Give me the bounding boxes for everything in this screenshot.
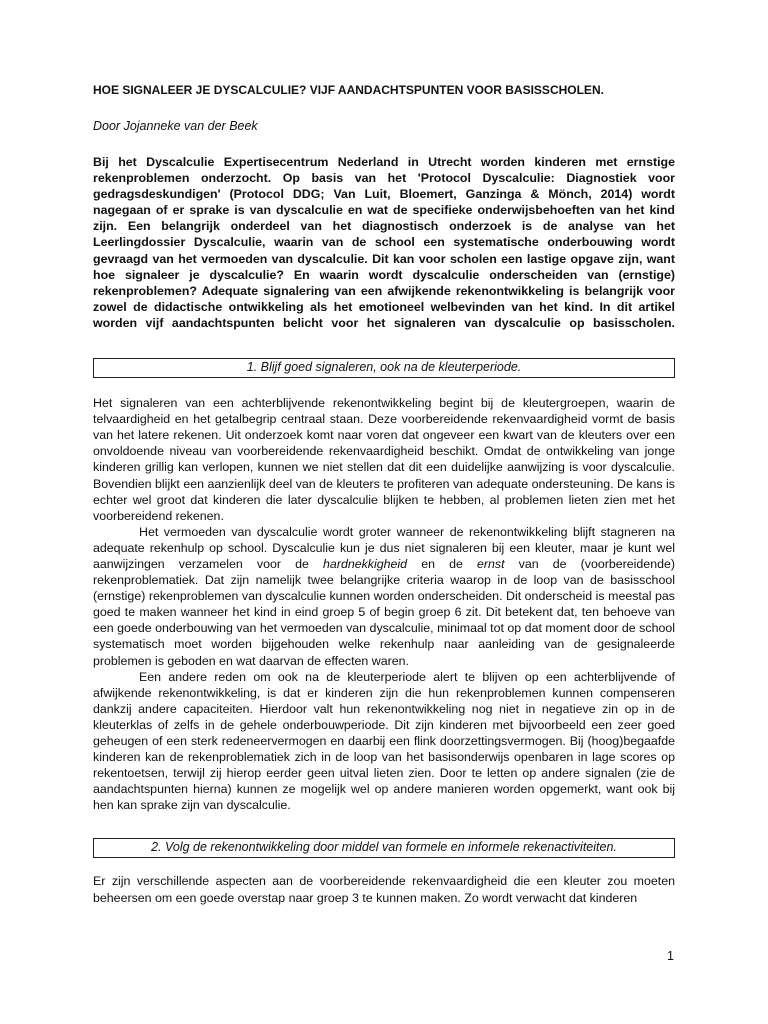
section-1-heading: 1. Blijf goed signaleren, ook na de kleuterperiode. — [93, 358, 675, 378]
emphasis-hardnekkigheid: hardnekkigheid — [323, 556, 408, 571]
author-line: Door Jojanneke van der Beek — [93, 119, 258, 133]
page-number: 1 — [667, 949, 674, 963]
section-1-paragraph-1: Het signaleren van een achterblijvende rekenontwikkeling begint bij de kleutergroepen, waarin de telvaardigheid en het getalbegrip centraal staan. Deze voorbereidende rekenvaardigheid vormt de basis van het latere rekenen. Uit onderzoek komt naar voren dat ongeveer een kwart van de kleuters over een onvoldoende niveau van voorbereidende rekenvaardigheid beschikt. Omdat de ontwikkeling van jonge kinderen grillig kan verlopen, kunnen we niet stellen dat dit een duidelijke aanwijzing is voor dyscalculie. Bovendien blijkt een aanzienlijk deel van de kleuters te profiteren van adequate ondersteuning. De kans is echter wel groot dat kinderen die later dyscalculie blijken te hebben, al problemen lieten zien met het voorbereidend rekenen. — [93, 396, 675, 523]
document-page — [93, 82, 675, 906]
intro-paragraph: Bij het Dyscalculie Expertisecentrum Nederland in Utrecht worden kinderen met ernstige rekenproblemen onderzocht. Op basis van het 'Protocol Dyscalculie: Diagnostiek voor gedragsdeskundigen' (Protocol DDG; Van Luit, Bloemert, Ganzinga & Mönch, 2014) wordt nagegaan of er sprake is van dyscalculie en wat de specifieke onderwijsbehoeften van het kind zijn. Een belangrijk onderdeel van het diagnostisch onderzoek is de analyse van het Leerlingdossier Dyscalculie, waarin van de school een systematische onderbouwing wordt gevraagd van het vermoeden van dyscalculie. Dit kan voor scholen een lastige opgave zijn, want hoe signaleer je dyscalculie? En waarin wordt dyscalculie onderscheiden van (ernstige) rekenproblemen? Adequate signalering van een afwijkende rekenontwikkeling is belangrijk voor zowel de didactische ontwikkeling als het emotioneel welbevinden van het kind. In dit artikel worden vijf aandachtspunten belicht voor het signaleren van dyscalculie op basisscholen. — [93, 155, 675, 330]
section-1-paragraph-2-text-a: Het vermoeden van dyscalculie wordt groter wanneer de rekenontwikkeling blijft stagneren na adequate rekenhulp op school. Dyscalculie kun je dus niet signaleren bij een kleuter, maar je kunt wel aanwijzingen verzamelen voor de — [93, 524, 675, 571]
section-1-paragraph-2 — [93, 524, 675, 669]
emphasis-ernst: ernst — [476, 556, 505, 571]
section-2-paragraph-1: Er zijn verschillende aspecten aan de voorbereidende rekenvaardigheid die een kleuter zou moeten beheersen om een goede overstap naar groep 3 te kunnen maken. Zo wordt verwacht dat kinderen — [93, 874, 675, 905]
section-1-paragraph-3: Een andere reden om ook na de kleuterperiode alert te blijven op een achterblijvende of afwijkende rekenontwikkeling, is dat er kinderen zijn die hun rekenproblemen kunnen compenseren dankzij andere capaciteiten. Hierdoor valt hun rekenontwikkeling nog niet in negatieve zin op in de kleuterklas of zelfs in de gehele onderbouwperiode. Dit zijn kinderen met bijvoorbeeld een zeer goed geheugen of een sterk redeneervermogen en daarbij een flink doorzettingsvermogen. Bij (hoog)begaafde kinderen kan de rekenproblematiek zich in de loop van het basisonderwijs openbaren in lage scores op rekentoetsen, terwijl zij hierop eerder geen uitval lieten zien. Door te letten op andere signalen (zie de aandachtspunten hierna) kunnen ze mogelijk wel op andere manieren worden opgemerkt, want ook bij hen kan sprake zijn van dyscalculie. — [93, 669, 675, 813]
section-1-paragraph-2-text-c: van de (voorbereidende) rekenproblematiek. Dat zijn namelijk twee belangrijke criteria waarop in de loop van de basisschool (ernstige) rekenproblemen van dyscalculie kunnen worden onderscheiden. Dit onderscheid is meestal pas goed te maken wanneer het kind in eind groep 5 of begin groep 6 zit. Dit betekent dat, ten behoeve van een goede onderbouwing van het vermoeden van dyscalculie, minimaal tot op dat moment door de school systematisch moet worden bijgehouden welke rekenhulp naar aanleiding van de gesignaleerde problemen is geboden en wat daarvan de effecten waren. — [93, 556, 675, 668]
document-title: HOE SIGNALEER JE DYSCALCULIE? VIJF AANDACHTSPUNTEN VOOR BASISSCHOLEN. — [93, 83, 604, 97]
section-1-paragraph-2-text-b: en de — [407, 556, 477, 571]
section-2-heading: 2. Volg de rekenontwikkeling door middel van formele en informele rekenactiviteiten. — [93, 838, 675, 858]
